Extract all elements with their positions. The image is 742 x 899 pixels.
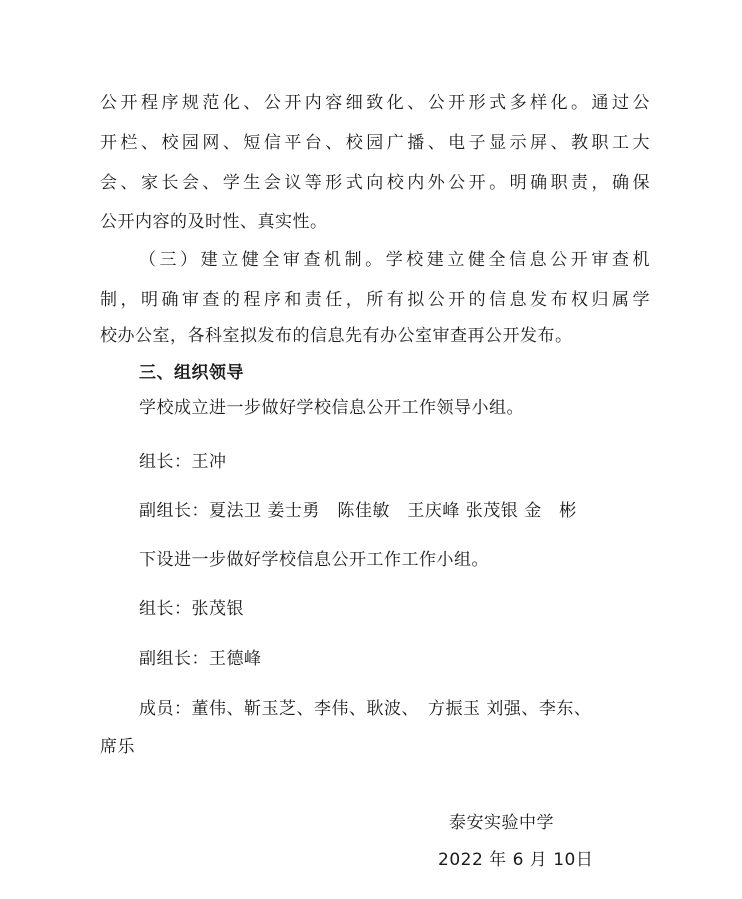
members-line: 席乐 bbox=[100, 737, 135, 757]
section-heading: 三、组织领导 bbox=[139, 363, 244, 383]
paragraph-line: 公开内容的及时性、真实性。 bbox=[100, 212, 328, 232]
paragraph-line: 校办公室，各科室拟发布的信息先有办公室审查再公开发布。 bbox=[100, 326, 573, 346]
signature-date: 2022 年 6 月 10日 bbox=[438, 850, 594, 870]
paragraph-line: 制，明确审查的程序和责任，所有拟公开的信息发布权归属学 bbox=[100, 290, 650, 310]
paragraph-line: 公开程序规范化、公开内容细致化、公开形式多样化。通过公 bbox=[100, 93, 650, 113]
leading-group-intro: 学校成立进一步做好学校信息公开工作领导小组。 bbox=[139, 398, 524, 418]
leading-group-leader: 组长：王冲 bbox=[139, 452, 227, 472]
paragraph-line: 开栏、校园网、短信平台、校园广播、电子显示屏、教职工大 bbox=[100, 133, 650, 153]
working-group-deputy: 副组长：王德峰 bbox=[139, 649, 262, 669]
paragraph-line: （三）建立健全审查机制。学校建立健全信息公开审查机 bbox=[139, 250, 650, 270]
working-group-leader: 组长：张茂银 bbox=[139, 599, 244, 619]
signature-organization: 泰安实验中学 bbox=[449, 813, 554, 833]
leading-group-deputies: 副组长：夏法卫 姜士勇 陈佳敏 王庆峰 张茂银 金 彬 bbox=[139, 501, 577, 521]
paragraph-line: 会、家长会、学生会议等形式向校内外公开。明确职责，确保 bbox=[100, 173, 650, 193]
working-group-intro: 下设进一步做好学校信息公开工作工作小组。 bbox=[139, 550, 489, 570]
members-line: 成员：董伟、靳玉芝、李伟、耿波、 方振玉 刘强、李东、 bbox=[139, 699, 592, 719]
